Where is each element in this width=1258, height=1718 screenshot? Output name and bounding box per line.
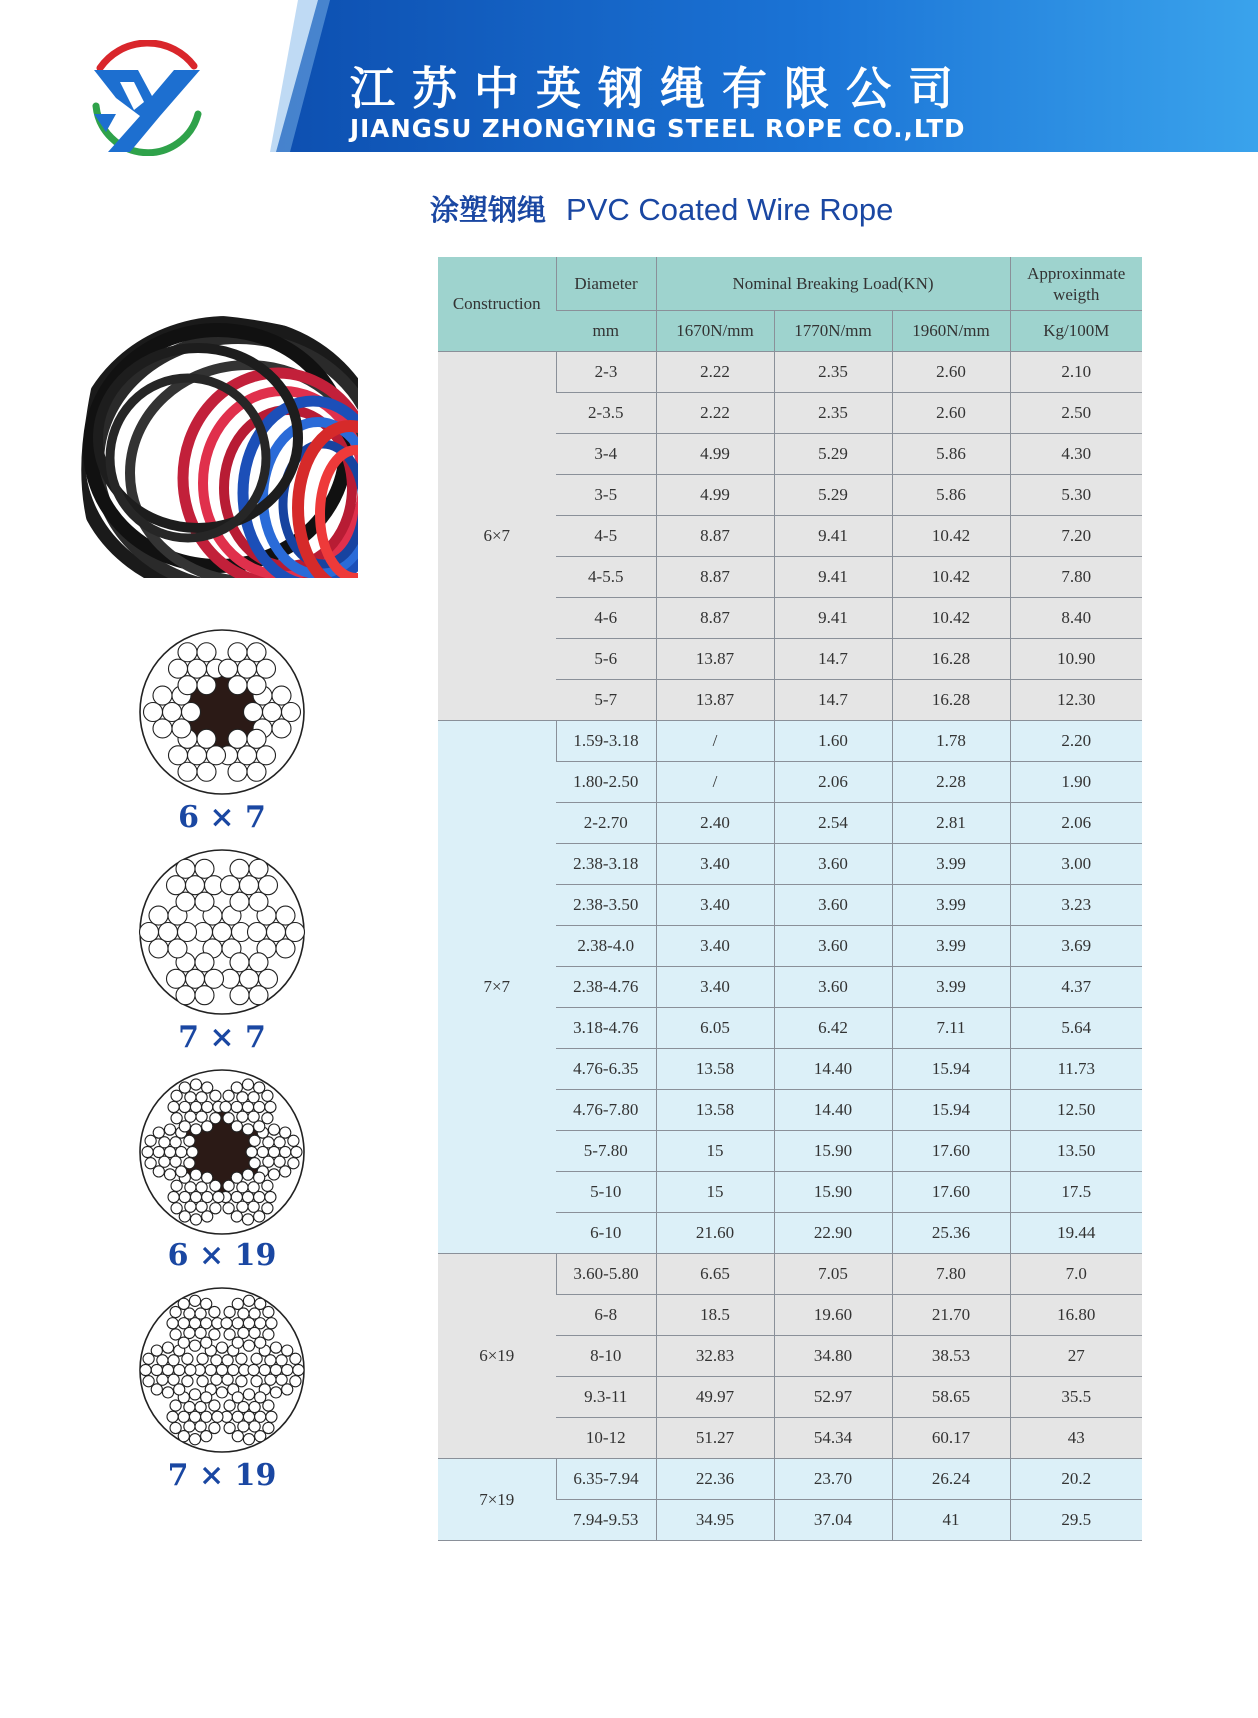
load-1770-cell: 2.35 <box>774 393 892 434</box>
rope-cross-section-7x19-icon <box>136 1284 308 1456</box>
load-1960-cell: 5.86 <box>892 434 1010 475</box>
load-1770-cell: 1.60 <box>774 721 892 762</box>
load-1670-cell: / <box>656 721 774 762</box>
diameter-cell: 7.94-9.53 <box>556 1500 656 1541</box>
load-1960-cell: 38.53 <box>892 1336 1010 1377</box>
load-1670-cell: 32.83 <box>656 1336 774 1377</box>
company-logo-icon <box>86 40 210 156</box>
page-title-cn: 涂塑钢绳 <box>430 193 547 227</box>
load-1770-cell: 3.60 <box>774 885 892 926</box>
diameter-cell: 4-5.5 <box>556 557 656 598</box>
rope-cross-section-7x7-icon <box>136 846 308 1018</box>
weight-cell: 2.50 <box>1010 393 1142 434</box>
diameter-cell: 2.38-3.18 <box>556 844 656 885</box>
diameter-cell: 4-6 <box>556 598 656 639</box>
load-1670-cell: 2.22 <box>656 393 774 434</box>
load-1670-cell: 21.60 <box>656 1213 774 1254</box>
load-1960-cell: 2.81 <box>892 803 1010 844</box>
load-1670-cell: 8.87 <box>656 557 774 598</box>
diameter-cell: 3-5 <box>556 475 656 516</box>
weight-cell: 7.20 <box>1010 516 1142 557</box>
diameter-cell: 6.35-7.94 <box>556 1459 656 1500</box>
load-1670-cell: 3.40 <box>656 926 774 967</box>
weight-cell: 11.73 <box>1010 1049 1142 1090</box>
load-1670-cell: 4.99 <box>656 475 774 516</box>
diameter-cell: 2.38-4.76 <box>556 967 656 1008</box>
load-1770-cell: 15.90 <box>774 1131 892 1172</box>
weight-cell: 12.50 <box>1010 1090 1142 1131</box>
load-1770-cell: 34.80 <box>774 1336 892 1377</box>
load-1960-cell: 2.28 <box>892 762 1010 803</box>
header-diameter: Diameter <box>556 257 656 311</box>
diagram-label-6x7: 6 × 7 <box>178 800 266 835</box>
header-weight-unit: Kg/100M <box>1010 311 1142 352</box>
pvc-coated-rope-photo <box>78 308 358 578</box>
diameter-cell: 6-10 <box>556 1213 656 1254</box>
table-row <box>438 1254 1142 1295</box>
load-1960-cell: 10.42 <box>892 557 1010 598</box>
load-1960-cell: 15.94 <box>892 1090 1010 1131</box>
load-1770-cell: 14.40 <box>774 1090 892 1131</box>
load-1770-cell: 14.7 <box>774 639 892 680</box>
weight-cell: 3.23 <box>1010 885 1142 926</box>
load-1670-cell: 13.87 <box>656 680 774 721</box>
load-1770-cell: 3.60 <box>774 844 892 885</box>
load-1960-cell: 7.80 <box>892 1254 1010 1295</box>
load-1960-cell: 25.36 <box>892 1213 1010 1254</box>
weight-cell: 4.30 <box>1010 434 1142 475</box>
table-row <box>438 1459 1142 1500</box>
construction-cell: 7×19 <box>438 1459 556 1541</box>
load-1670-cell: 3.40 <box>656 844 774 885</box>
load-1770-cell: 9.41 <box>774 516 892 557</box>
load-1770-cell: 9.41 <box>774 598 892 639</box>
load-1770-cell: 9.41 <box>774 557 892 598</box>
load-1770-cell: 5.29 <box>774 475 892 516</box>
construction-cell: 6×7 <box>438 352 556 721</box>
weight-cell: 19.44 <box>1010 1213 1142 1254</box>
weight-cell: 35.5 <box>1010 1377 1142 1418</box>
load-1960-cell: 2.60 <box>892 393 1010 434</box>
company-name-cn: 江苏中英钢绳有限公司 <box>350 62 971 115</box>
diameter-cell: 6-8 <box>556 1295 656 1336</box>
header-grade-1670: 1670N/mm <box>656 311 774 352</box>
load-1670-cell: 8.87 <box>656 516 774 557</box>
diagram-label-7x19: 7 × 19 <box>167 1458 277 1493</box>
diameter-cell: 3-4 <box>556 434 656 475</box>
load-1670-cell: 3.40 <box>656 885 774 926</box>
weight-cell: 2.20 <box>1010 721 1142 762</box>
load-1770-cell: 2.54 <box>774 803 892 844</box>
load-1960-cell: 3.99 <box>892 844 1010 885</box>
diameter-cell: 5-6 <box>556 639 656 680</box>
load-1670-cell: 6.05 <box>656 1008 774 1049</box>
load-1960-cell: 16.28 <box>892 680 1010 721</box>
load-1770-cell: 7.05 <box>774 1254 892 1295</box>
load-1670-cell: 4.99 <box>656 434 774 475</box>
load-1960-cell: 10.42 <box>892 598 1010 639</box>
diagram-label-7x7: 7 × 7 <box>178 1020 266 1055</box>
company-name-en: JIANGSU ZHONGYING STEEL ROPE CO.,LTD <box>350 114 966 143</box>
load-1960-cell: 5.86 <box>892 475 1010 516</box>
diameter-cell: 3.18-4.76 <box>556 1008 656 1049</box>
diameter-cell: 4-5 <box>556 516 656 557</box>
load-1770-cell: 19.60 <box>774 1295 892 1336</box>
header-breaking-load: Nominal Breaking Load(KN) <box>656 257 1010 311</box>
load-1670-cell: 15 <box>656 1172 774 1213</box>
load-1670-cell: 34.95 <box>656 1500 774 1541</box>
load-1960-cell: 3.99 <box>892 926 1010 967</box>
load-1960-cell: 58.65 <box>892 1377 1010 1418</box>
load-1770-cell: 6.42 <box>774 1008 892 1049</box>
load-1670-cell: 3.40 <box>656 967 774 1008</box>
load-1960-cell: 41 <box>892 1500 1010 1541</box>
load-1960-cell: 15.94 <box>892 1049 1010 1090</box>
load-1960-cell: 10.42 <box>892 516 1010 557</box>
rope-cross-section-6x7-icon <box>136 626 308 798</box>
load-1770-cell: 52.97 <box>774 1377 892 1418</box>
load-1960-cell: 3.99 <box>892 885 1010 926</box>
load-1670-cell: 13.58 <box>656 1090 774 1131</box>
weight-cell: 13.50 <box>1010 1131 1142 1172</box>
load-1770-cell: 5.29 <box>774 434 892 475</box>
load-1670-cell: 49.97 <box>656 1377 774 1418</box>
diagram-label-6x19: 6 × 19 <box>167 1238 277 1273</box>
diameter-cell: 3.60-5.80 <box>556 1254 656 1295</box>
weight-cell: 2.06 <box>1010 803 1142 844</box>
weight-cell: 12.30 <box>1010 680 1142 721</box>
weight-cell: 16.80 <box>1010 1295 1142 1336</box>
load-1770-cell: 15.90 <box>774 1172 892 1213</box>
load-1670-cell: 8.87 <box>656 598 774 639</box>
diameter-cell: 2-3.5 <box>556 393 656 434</box>
load-1770-cell: 2.06 <box>774 762 892 803</box>
load-1960-cell: 16.28 <box>892 639 1010 680</box>
load-1670-cell: 13.87 <box>656 639 774 680</box>
diameter-cell: 5-7 <box>556 680 656 721</box>
weight-cell: 5.64 <box>1010 1008 1142 1049</box>
load-1960-cell: 21.70 <box>892 1295 1010 1336</box>
load-1960-cell: 7.11 <box>892 1008 1010 1049</box>
weight-cell: 10.90 <box>1010 639 1142 680</box>
weight-cell: 7.80 <box>1010 557 1142 598</box>
diameter-cell: 2-3 <box>556 352 656 393</box>
header-weight: Approxinmate weigth <box>1010 257 1142 311</box>
load-1960-cell: 2.60 <box>892 352 1010 393</box>
load-1770-cell: 14.7 <box>774 680 892 721</box>
header-grade-1770: 1770N/mm <box>774 311 892 352</box>
weight-cell: 3.00 <box>1010 844 1142 885</box>
weight-cell: 2.10 <box>1010 352 1142 393</box>
weight-cell: 8.40 <box>1010 598 1142 639</box>
specification-table <box>438 257 1142 1541</box>
diameter-cell: 8-10 <box>556 1336 656 1377</box>
weight-cell: 5.30 <box>1010 475 1142 516</box>
load-1770-cell: 14.40 <box>774 1049 892 1090</box>
page-header <box>0 0 1258 160</box>
table-row <box>438 721 1142 762</box>
load-1770-cell: 3.60 <box>774 926 892 967</box>
load-1770-cell: 2.35 <box>774 352 892 393</box>
weight-cell: 29.5 <box>1010 1500 1142 1541</box>
load-1670-cell: 22.36 <box>656 1459 774 1500</box>
table-row <box>438 352 1142 393</box>
load-1960-cell: 1.78 <box>892 721 1010 762</box>
page-title-en: PVC Coated Wire Rope <box>566 192 894 227</box>
header-construction: Construction <box>438 257 556 352</box>
weight-cell: 27 <box>1010 1336 1142 1377</box>
load-1960-cell: 17.60 <box>892 1172 1010 1213</box>
diameter-cell: 2.38-4.0 <box>556 926 656 967</box>
rope-cross-section-6x19-icon <box>136 1066 308 1238</box>
weight-cell: 7.0 <box>1010 1254 1142 1295</box>
diameter-cell: 1.59-3.18 <box>556 721 656 762</box>
weight-cell: 20.2 <box>1010 1459 1142 1500</box>
weight-cell: 4.37 <box>1010 967 1142 1008</box>
page-title <box>430 188 893 229</box>
construction-cell: 7×7 <box>438 721 556 1254</box>
diameter-cell: 10-12 <box>556 1418 656 1459</box>
load-1960-cell: 26.24 <box>892 1459 1010 1500</box>
header-diameter-unit: mm <box>556 311 656 352</box>
diameter-cell: 2-2.70 <box>556 803 656 844</box>
load-1670-cell: 2.40 <box>656 803 774 844</box>
load-1960-cell: 3.99 <box>892 967 1010 1008</box>
load-1670-cell: 18.5 <box>656 1295 774 1336</box>
load-1670-cell: 2.22 <box>656 352 774 393</box>
diameter-cell: 4.76-7.80 <box>556 1090 656 1131</box>
load-1960-cell: 60.17 <box>892 1418 1010 1459</box>
diameter-cell: 2.38-3.50 <box>556 885 656 926</box>
construction-cell: 6×19 <box>438 1254 556 1459</box>
load-1770-cell: 37.04 <box>774 1500 892 1541</box>
load-1670-cell: 51.27 <box>656 1418 774 1459</box>
weight-cell: 1.90 <box>1010 762 1142 803</box>
weight-cell: 43 <box>1010 1418 1142 1459</box>
load-1770-cell: 22.90 <box>774 1213 892 1254</box>
load-1670-cell: / <box>656 762 774 803</box>
diameter-cell: 4.76-6.35 <box>556 1049 656 1090</box>
load-1670-cell: 13.58 <box>656 1049 774 1090</box>
diameter-cell: 1.80-2.50 <box>556 762 656 803</box>
weight-cell: 17.5 <box>1010 1172 1142 1213</box>
diameter-cell: 9.3-11 <box>556 1377 656 1418</box>
table-header-row <box>438 257 1142 311</box>
weight-cell: 3.69 <box>1010 926 1142 967</box>
load-1770-cell: 3.60 <box>774 967 892 1008</box>
load-1670-cell: 15 <box>656 1131 774 1172</box>
load-1770-cell: 54.34 <box>774 1418 892 1459</box>
load-1670-cell: 6.65 <box>656 1254 774 1295</box>
diameter-cell: 5-10 <box>556 1172 656 1213</box>
header-grade-1960: 1960N/mm <box>892 311 1010 352</box>
diameter-cell: 5-7.80 <box>556 1131 656 1172</box>
load-1770-cell: 23.70 <box>774 1459 892 1500</box>
load-1960-cell: 17.60 <box>892 1131 1010 1172</box>
